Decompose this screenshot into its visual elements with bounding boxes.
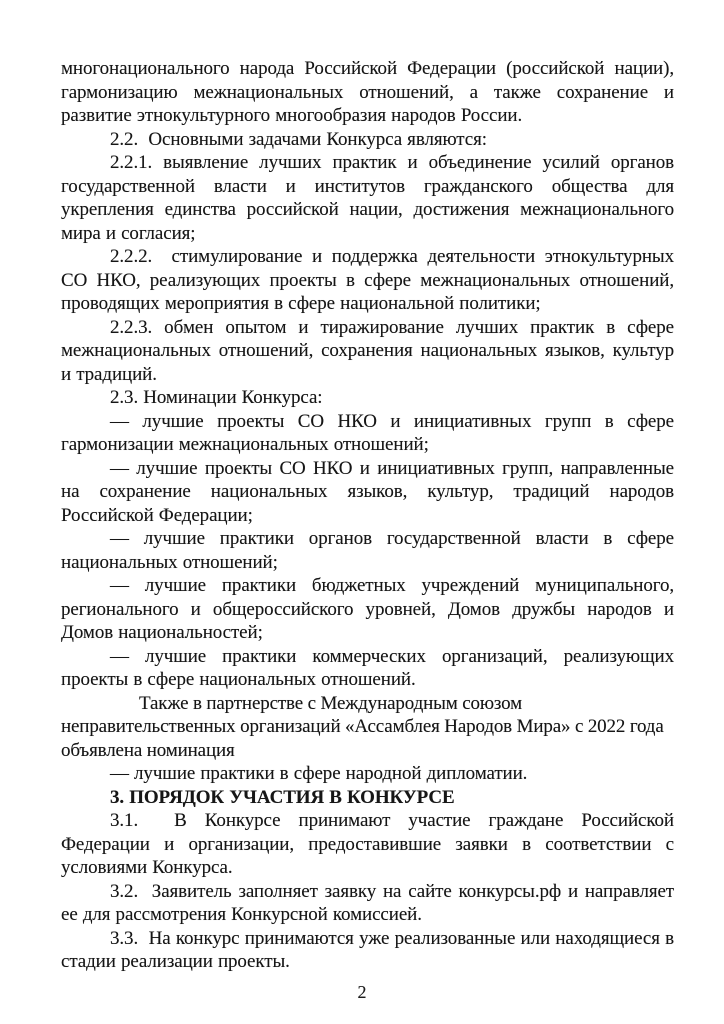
clause-2-2-3: 2.2.3. обмен опытом и тиражирование лучших практик в сфере межнациональных отношений, сохранения национальных языков, культур и традиций. bbox=[61, 316, 674, 385]
nomination-item-6: — лучшие практики в сфере народной дипломатии. bbox=[110, 763, 528, 784]
clause-3-3: 3.3. На конкурс принимаются уже реализованные или находящиеся в стадии реализации проекты. bbox=[61, 927, 674, 972]
nomination-item-4: — лучшие практики бюджетных учреждений муниципального, регионального и общероссийского уровней, Домов дружбы народов и Домов национальностей; bbox=[61, 575, 674, 643]
clause-2-2: 2.2. Основными задачами Конкурса являются: bbox=[110, 128, 487, 150]
page-number: 2 bbox=[357, 982, 367, 1002]
clause-2-2-2: 2.2.2. стимулирование и поддержка деятельности этнокультурных СО НКО, реализующих проекты в сфере межнациональных отношений, проводящих мероприятия в сфере национальной политики; bbox=[61, 246, 674, 314]
body-paragraph-continued: многонационального народа Российской Федерации (российской нации), гармонизацию межнациональных отношений, а также сохранение и развитие этнокультурного многообразия народов России. bbox=[61, 58, 674, 126]
partnership-note: Также в партнерстве с Международным союзом неправительственных организаций «Ассамблея Народов Мира» с 2022 года объявлена номинация bbox=[61, 692, 664, 761]
nomination-item-3: — лучшие практики органов государственной власти в сфере национальных отношений; bbox=[61, 528, 674, 573]
nomination-item-2: — лучшие проекты СО НКО и инициативных групп, направленные на сохранение национальных языков, культур, традиций народов Российской Федерации; bbox=[61, 457, 674, 526]
page-content bbox=[61, 57, 674, 974]
clause-3-2: 3.2. Заявитель заполняет заявку на сайте конкурсы.рф и направляет ее для рассмотрения Конкурсной комиссией. bbox=[61, 880, 674, 925]
clause-2-2-1: 2.2.1. выявление лучших практик и объединение усилий органов государственной власти и институтов гражданского общества для укрепления единства российской нации, достижения межнационального мира и согласия; bbox=[61, 152, 674, 244]
nomination-item-1: — лучшие проекты СО НКО и инициативных групп в сфере гармонизации межнациональных отношений; bbox=[61, 410, 674, 455]
clause-2-3: 2.3. Номинации Конкурса: bbox=[110, 387, 323, 408]
nomination-item-5: — лучшие практики коммерческих организаций, реализующих проекты в сфере национальных отношений. bbox=[61, 645, 674, 690]
clause-3-1: 3.1. В Конкурсе принимают участие граждане Российской Федерации и организации, предоставившие заявки в соответствии с условиями Конкурса. bbox=[61, 810, 674, 878]
section-3-heading: 3. ПОРЯДОК УЧАСТИЯ В КОНКУРСЕ bbox=[110, 786, 455, 808]
